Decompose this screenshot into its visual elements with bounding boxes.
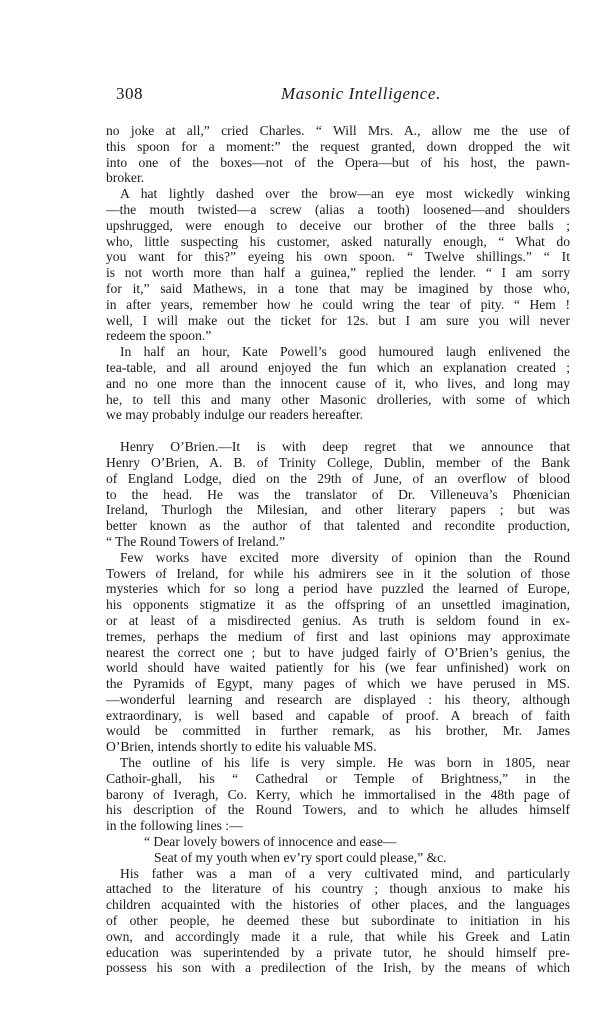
- text-line: In half an hour, Kate Powell’s good humoured laugh enlivened the: [120, 344, 570, 360]
- page-number: 308: [116, 84, 143, 103]
- text-line: Henry O’Brien.—It is with deep regret that we announce that: [120, 439, 570, 455]
- text-line: “ The Round Towers of Ireland.”: [106, 533, 285, 549]
- text-line: who, little suspecting his customer, asked naturally enough, “ What do: [106, 233, 570, 249]
- text-line: O’Brien, intends shortly to edite his valuable MS.: [106, 739, 377, 755]
- text-line: attached to the literature of his country ; though anxious to make his: [106, 881, 570, 897]
- text-line: children acquainted with the histories of other places, and the languages: [106, 897, 570, 913]
- text-line: his opponents stigmatize it as the offspring of an unsettled imagination,: [106, 597, 570, 613]
- text-line: no joke at all,” cried Charles. “ Will Mrs. A., allow me the use of: [106, 123, 570, 138]
- text-line: The outline of his life is very simple. He was born in 1805, near: [120, 755, 570, 771]
- text-line: upshrugged, were enough to deceive our brother of the three balls ;: [106, 217, 570, 233]
- text-line: Cathoir-ghall, his “ Cathedral or Temple of Brightness,” in the: [106, 770, 570, 786]
- text-line: of England Lodge, died on the 29th of June, of an overflow of blood: [106, 470, 570, 486]
- text-line: broker.: [106, 170, 145, 186]
- text-line: of other people, he deemed these but subordinate to initiation in his: [106, 913, 570, 929]
- text-line: His father was a man of a very cultivated mind, and particularly: [120, 865, 570, 881]
- text-line: into one of the boxes—not of the Opera—but of his host, the pawn-: [106, 154, 570, 170]
- text-line: in after years, remember how he could wring the tear of pity. “ Hem !: [106, 296, 570, 312]
- text-line: tea-table, and all around enjoyed the fun which an explanation created ;: [106, 359, 570, 375]
- text-line: Ireland, Thurlogh the Milesian, and other literary papers ; but was: [106, 502, 570, 518]
- text-line: barony of Iveragh, Co. Kerry, which he immortalised in the 48th page of: [106, 786, 570, 802]
- text-line: education was superintended by a private tutor, he should himself pre-: [106, 944, 570, 960]
- text-line: redeem the spoon.”: [106, 328, 212, 344]
- text-line: he, to tell this and many other Masonic drolleries, with some of which: [106, 391, 570, 407]
- text-line: is not worth more than half a guinea,” replied the lender. “ I am sorry: [106, 265, 570, 281]
- text-line: possess his son with a predilection of the Irish, by the means of which: [106, 960, 570, 976]
- text-line: his description of the Round Towers, and to which he alludes himself: [106, 802, 570, 818]
- running-head: [116, 84, 568, 104]
- text-line: Henry O’Brien, A. B. of Trinity College, Dublin, member of the Bank: [106, 454, 570, 470]
- text-line: would be committed in further remark, as his brother, Mr. James: [106, 723, 570, 739]
- text-line: the Pyramids of Egypt, many pages of which we have perused in MS.: [106, 676, 570, 692]
- text-line: “ Dear lovely bowers of innocence and ease—: [144, 834, 397, 850]
- text-line: or at least of a misdirected genius. As truth is seldom found in ex-: [106, 612, 570, 628]
- text-line: and no one more than the innocent cause of it, who lives, and long may: [106, 375, 570, 391]
- paragraph-gap: [106, 423, 570, 439]
- running-title: Masonic Intelligence.: [281, 84, 441, 103]
- text-line: Seat of my youth when ev’ry sport could please,” &c.: [154, 849, 447, 865]
- text-line: you want for this?” eyeing his own spoon. “ Twelve shillings.” “ It: [106, 249, 570, 265]
- body-text: [106, 123, 570, 976]
- text-line: nearest the correct one ; but to have judged fairly of O’Brien’s genius, the: [106, 644, 570, 660]
- text-line: tremes, perhaps the medium of first and last opinions may approximate: [106, 628, 570, 644]
- text-line: Few works have excited more diversity of opinion than the Round: [120, 549, 570, 565]
- text-line: world should have waited patiently for his (we fear unfinished) work on: [106, 660, 570, 676]
- text-line: own, and accordingly made it a rule, that while his Greek and Latin: [106, 928, 570, 944]
- text-line: in the following lines :—: [106, 818, 243, 834]
- text-line: —wonderful learning and research are displayed : his theory, although: [106, 691, 570, 707]
- text-line: —the mouth twisted—a screw (alias a tooth) loosened—and shoulders: [106, 201, 570, 217]
- text-line: extraordinary, is well based and capable of proof. A breach of faith: [106, 707, 570, 723]
- text-line: this spoon for a moment:” the request granted, down dropped the wit: [106, 138, 570, 154]
- text-line: we may probably indulge our readers hereafter.: [106, 407, 364, 423]
- text-line: mysteries which for so long a period have puzzled the learned of Europe,: [106, 581, 570, 597]
- text-line: for it,” said Mathews, in a tone that may be imagined by those who,: [106, 280, 570, 296]
- text-line: Towers of Ireland, for while his admirers see in it the solution of those: [106, 565, 570, 581]
- text-line: A hat lightly dashed over the brow—an eye most wickedly winking: [120, 186, 570, 202]
- text-line: better known as the author of that talented and recondite production,: [106, 518, 570, 534]
- text-line: to the head. He was the translator of Dr. Villeneuva’s Phœnician: [106, 486, 570, 502]
- text-line: well, I will make out the ticket for 12s. but I am sure you will never: [106, 312, 570, 328]
